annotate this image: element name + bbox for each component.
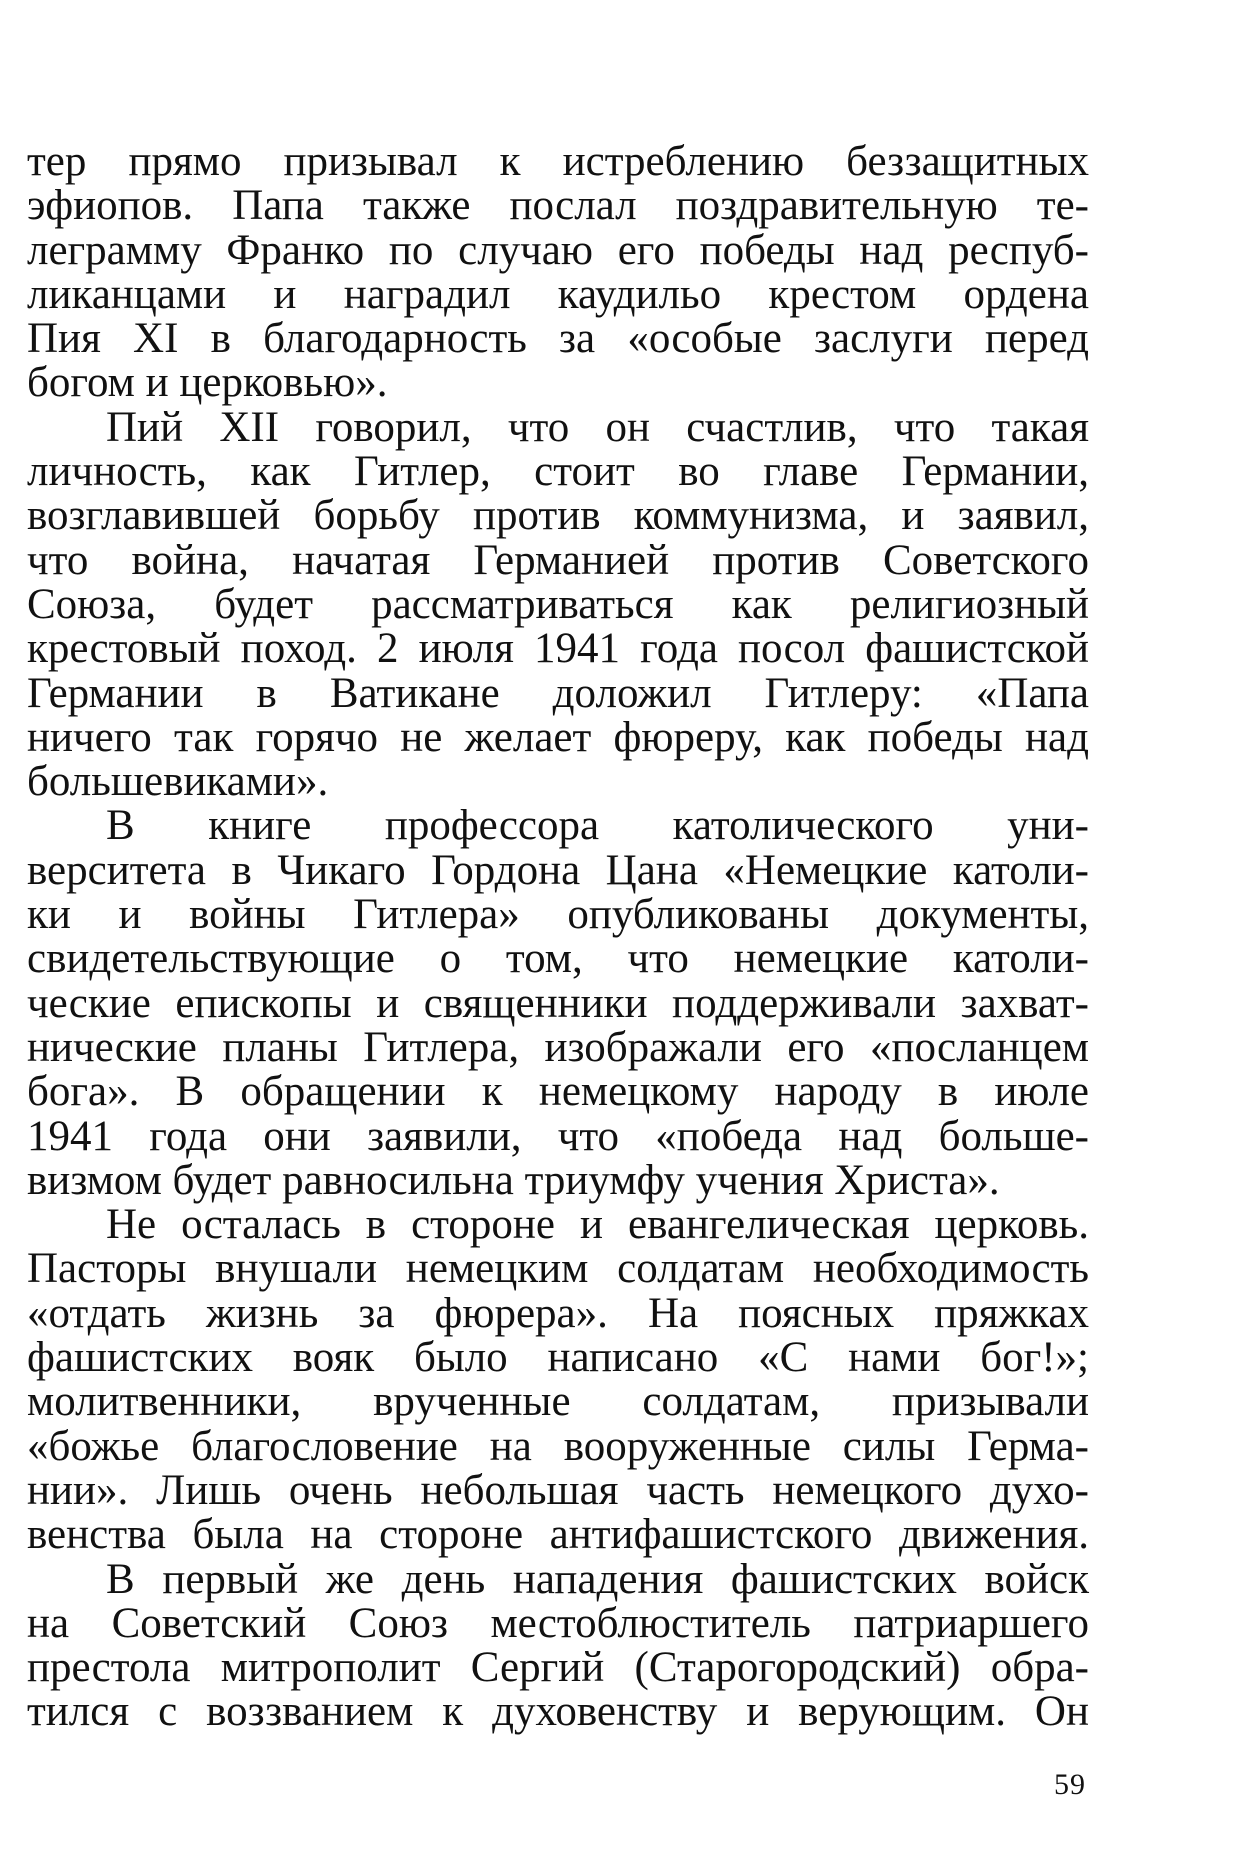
- text-line: Союза, будет рассматриваться как религиозный: [27, 580, 1089, 628]
- text-line: фашистских вояк было написано «С нами бог!»;: [27, 1334, 1089, 1382]
- text-line: венства была на стороне антифашистского движения.: [27, 1511, 1089, 1559]
- text-line: Германии в Ватикане доложил Гитлеру: «Папа: [27, 669, 1089, 717]
- text-line: визмом будет равносильна триумфу учения Христа».: [27, 1156, 1000, 1204]
- text-line: ничего так горячо не желает фюреру, как победы над: [27, 713, 1089, 761]
- page-number: 59: [1054, 1768, 1086, 1801]
- text-line: Пасторы внушали немецким солдатам необходимость: [27, 1245, 1089, 1293]
- text-line: богом и церковью».: [27, 359, 388, 407]
- text-line: что война, начатая Германией против Советского: [27, 536, 1089, 584]
- text-line: престола митрополит Сергий (Старогородский) обра-: [27, 1644, 1089, 1692]
- paragraph-first-line: В книге профессора католического уни-: [106, 802, 1089, 850]
- text-line: верситета в Чикаго Гордона Цана «Немецкие католи-: [27, 846, 1089, 894]
- text-line: молитвенники, врученные солдатам, призывали: [27, 1378, 1089, 1426]
- text-line: тер прямо призывал к истреблению беззащитных: [27, 138, 1089, 185]
- text-line: свидетельствующие о том, что немецкие католи-: [27, 935, 1089, 983]
- text-line: возглавившей борьбу против коммунизма, и заявил,: [27, 492, 1089, 540]
- page-body: [27, 140, 1089, 1735]
- text-line: ки и войны Гитлера» опубликованы документы,: [27, 891, 1089, 939]
- text-line: крестовый поход. 2 июля 1941 года посол фашистской: [27, 625, 1089, 673]
- text-line: бога». В обращении к немецкому народу в июле: [27, 1068, 1089, 1116]
- text-line: большевиками».: [27, 758, 329, 806]
- paragraph-first-line: В первый же день нападения фашистских войск: [106, 1555, 1089, 1603]
- text-line: ческие епископы и священники поддерживали захват-: [27, 979, 1089, 1027]
- text-line: Пия XI в благодарность за «особые заслуги перед: [27, 315, 1089, 363]
- text-line: на Советский Союз местоблюститель патриаршего: [27, 1599, 1089, 1647]
- text-line: 1941 года они заявили, что «победа над больше-: [27, 1112, 1089, 1160]
- text-line: эфиопов. Папа также послал поздравительную те-: [27, 182, 1089, 230]
- paragraph-first-line: Не осталась в стороне и евангелическая церковь.: [106, 1201, 1089, 1249]
- text-line: личность, как Гитлер, стоит во главе Германии,: [27, 448, 1089, 496]
- text-line: тился с воззванием к духовенству и верующим. Он: [27, 1688, 1089, 1736]
- text-line: леграмму Франко по случаю его победы над респуб-: [27, 226, 1089, 274]
- text-line: «божье благословение на вооруженные силы Герма-: [27, 1422, 1089, 1470]
- text-line: «отдать жизнь за фюрера». На поясных пряжках: [27, 1289, 1089, 1337]
- text-line: нии». Лишь очень небольшая часть немецкого духо-: [27, 1466, 1089, 1514]
- text-line: ликанцами и наградил каудильо крестом ордена: [27, 270, 1089, 318]
- paragraph-first-line: Пий XII говорил, что он счастлив, что такая: [106, 403, 1089, 451]
- text-line: нические планы Гитлера, изображали его «посланцем: [27, 1023, 1089, 1071]
